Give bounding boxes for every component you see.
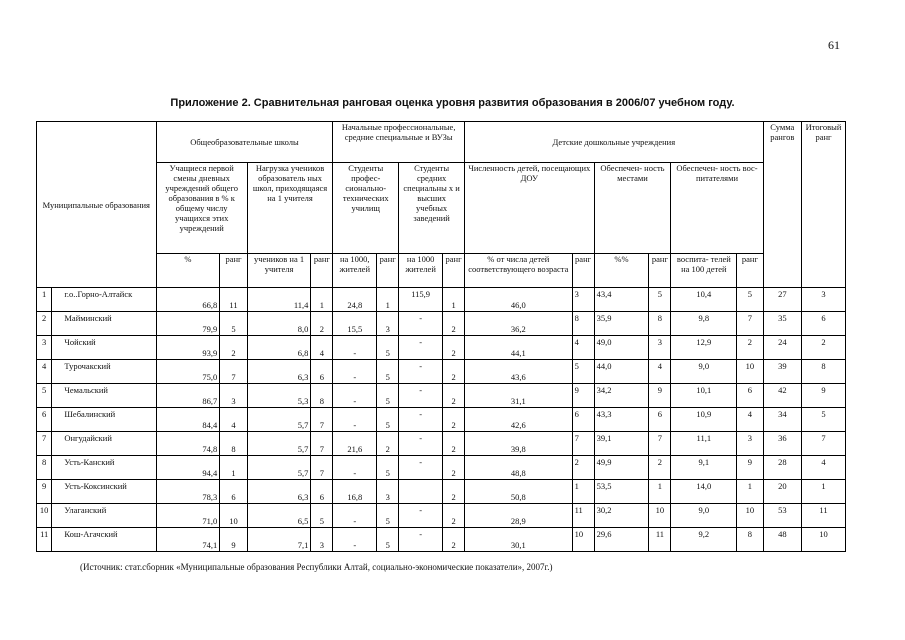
places-pct: 49,9 <box>594 456 649 480</box>
preschool-children-pct: 42,6 <box>465 408 573 432</box>
source-note: (Источник: стат.сборник «Муниципальные образования Республики Алтай, социально-экономические показатели», 2007г.) <box>80 562 553 572</box>
educators-per-100: 9,0 <box>671 504 737 528</box>
educators-rank: 9 <box>737 456 763 480</box>
higher-students-rank: 2 <box>443 312 465 336</box>
educators-rank: 2 <box>737 336 763 360</box>
final-rank: 10 <box>802 528 846 552</box>
educators-rank: 3 <box>737 432 763 456</box>
preschool-children-pct: 31,1 <box>465 384 573 408</box>
teacher-load-value: 5,7 <box>247 456 311 480</box>
unit-per-1000: на 1000, жителей <box>333 254 377 288</box>
preschool-children-rank: 1 <box>572 480 594 504</box>
first-shift-pct: 74,1 <box>156 528 220 552</box>
higher-students-rank: 2 <box>443 432 465 456</box>
teacher-load-rank: 8 <box>311 384 333 408</box>
places-pct: 30,2 <box>594 504 649 528</box>
municipality-label: Чемальский <box>64 385 108 395</box>
educators-rank: 10 <box>737 504 763 528</box>
educators-per-100: 10,4 <box>671 288 737 312</box>
preschool-children-pct: 43,6 <box>465 360 573 384</box>
header-final-rank: Итоговый ранг <box>802 122 846 288</box>
tech-students-rank: 1 <box>377 288 399 312</box>
unit-rank: ранг <box>572 254 594 288</box>
teacher-load-value: 6,3 <box>247 360 311 384</box>
final-rank: 4 <box>802 456 846 480</box>
tech-students-rank: 3 <box>377 480 399 504</box>
first-shift-pct: 74,8 <box>156 432 220 456</box>
unit-rank: ранг <box>649 254 671 288</box>
preschool-children-rank: 5 <box>572 360 594 384</box>
places-pct: 35,9 <box>594 312 649 336</box>
teacher-load-rank: 2 <box>311 312 333 336</box>
row-number: 2 <box>37 312 52 336</box>
municipality-label: г.о..Горно-Алтайск <box>64 289 133 299</box>
tech-students-rank: 5 <box>377 384 399 408</box>
final-rank: 2 <box>802 336 846 360</box>
tech-students-value: 15,5 <box>333 312 377 336</box>
teacher-load-rank: 5 <box>311 504 333 528</box>
municipality-label: Шебалинский <box>64 409 116 419</box>
teacher-load-rank: 4 <box>311 336 333 360</box>
header-first-shift: Учащиеся первой смены дневных учреждений общего образования в % к общему числу учащихся этих учреждений <box>156 163 247 254</box>
final-rank: 1 <box>802 480 846 504</box>
municipality-name <box>52 456 156 480</box>
tech-students-rank: 2 <box>377 432 399 456</box>
places-rank: 7 <box>649 432 671 456</box>
municipality-name <box>52 408 156 432</box>
educators-per-100: 10,1 <box>671 384 737 408</box>
table-row <box>37 384 846 408</box>
unit-pct: % <box>156 254 220 288</box>
municipality-name <box>52 384 156 408</box>
higher-students-rank: 2 <box>443 384 465 408</box>
municipality-name <box>52 288 156 312</box>
municipality-name <box>52 360 156 384</box>
educators-per-100: 9,8 <box>671 312 737 336</box>
tech-students-value: - <box>333 528 377 552</box>
teacher-load-value: 5,7 <box>247 432 311 456</box>
unit-rank: ранг <box>311 254 333 288</box>
row-number: 4 <box>37 360 52 384</box>
sum-of-ranks: 27 <box>763 288 801 312</box>
final-rank: 8 <box>802 360 846 384</box>
sum-of-ranks: 34 <box>763 408 801 432</box>
teacher-load-rank: 7 <box>311 456 333 480</box>
teacher-load-value: 5,3 <box>247 384 311 408</box>
sum-of-ranks: 35 <box>763 312 801 336</box>
row-number: 6 <box>37 408 52 432</box>
tech-students-value: - <box>333 360 377 384</box>
municipality-label: Онгудайский <box>64 433 112 443</box>
table-row <box>37 312 846 336</box>
municipality-name <box>52 528 156 552</box>
higher-students-rank: 2 <box>443 336 465 360</box>
tech-students-rank: 5 <box>377 408 399 432</box>
higher-students-value <box>399 480 443 504</box>
final-rank: 5 <box>802 408 846 432</box>
tech-students-rank: 5 <box>377 528 399 552</box>
teacher-load-value: 6,5 <box>247 504 311 528</box>
unit-rank: ранг <box>220 254 247 288</box>
higher-students-value: - <box>399 360 443 384</box>
row-number: 3 <box>37 336 52 360</box>
preschool-children-pct: 46,0 <box>465 288 573 312</box>
teacher-load-rank: 1 <box>311 288 333 312</box>
tech-students-rank: 3 <box>377 312 399 336</box>
sum-of-ranks: 39 <box>763 360 801 384</box>
first-shift-pct: 75,0 <box>156 360 220 384</box>
first-shift-rank: 2 <box>220 336 247 360</box>
teacher-load-value: 8,0 <box>247 312 311 336</box>
places-rank: 4 <box>649 360 671 384</box>
educators-rank: 10 <box>737 360 763 384</box>
first-shift-rank: 6 <box>220 480 247 504</box>
educators-rank: 4 <box>737 408 763 432</box>
higher-students-rank: 2 <box>443 360 465 384</box>
places-rank: 2 <box>649 456 671 480</box>
higher-students-value: - <box>399 336 443 360</box>
page-number: 61 <box>828 38 840 52</box>
preschool-children-pct: 44,1 <box>465 336 573 360</box>
sum-of-ranks: 36 <box>763 432 801 456</box>
table-row <box>37 456 846 480</box>
municipality-label: Кош-Агачский <box>64 529 118 539</box>
municipality-name <box>52 312 156 336</box>
first-shift-pct: 93,9 <box>156 336 220 360</box>
preschool-children-rank: 2 <box>572 456 594 480</box>
higher-students-value: 115,9 <box>399 288 443 312</box>
tech-students-value: - <box>333 504 377 528</box>
municipality-label: Усть-Канский <box>64 457 115 467</box>
places-pct: 53,5 <box>594 480 649 504</box>
unit-students-per-teacher: учеников на 1 учителя <box>247 254 311 288</box>
higher-students-rank: 2 <box>443 504 465 528</box>
places-pct: 44,0 <box>594 360 649 384</box>
unit-pct-pct: %% <box>594 254 649 288</box>
unit-rank: ранг <box>377 254 399 288</box>
table-row <box>37 360 846 384</box>
places-rank: 6 <box>649 408 671 432</box>
educators-per-100: 9,2 <box>671 528 737 552</box>
educators-rank: 5 <box>737 288 763 312</box>
first-shift-pct: 86,7 <box>156 384 220 408</box>
tech-students-value: - <box>333 408 377 432</box>
preschool-children-rank: 4 <box>572 336 594 360</box>
table-row <box>37 408 846 432</box>
sum-of-ranks: 48 <box>763 528 801 552</box>
first-shift-rank: 1 <box>220 456 247 480</box>
tech-students-value: 16,8 <box>333 480 377 504</box>
educators-rank: 6 <box>737 384 763 408</box>
sum-of-ranks: 20 <box>763 480 801 504</box>
first-shift-rank: 9 <box>220 528 247 552</box>
sum-of-ranks: 53 <box>763 504 801 528</box>
preschool-children-pct: 28,9 <box>465 504 573 528</box>
header-teacher-load: Нагрузка учеников образователь ных школ, приходящаяся на 1 учителя <box>247 163 333 254</box>
places-pct: 29,6 <box>594 528 649 552</box>
unit-rank: ранг <box>443 254 465 288</box>
educators-per-100: 11,1 <box>671 432 737 456</box>
higher-students-rank: 2 <box>443 456 465 480</box>
teacher-load-rank: 6 <box>311 360 333 384</box>
places-pct: 43,4 <box>594 288 649 312</box>
places-pct: 49,0 <box>594 336 649 360</box>
teacher-load-rank: 7 <box>311 432 333 456</box>
unit-educators-per-100: воспита- телей на 100 детей <box>671 254 737 288</box>
row-number: 9 <box>37 480 52 504</box>
header-students-higher: Студенты средних специальны х и высших учебных заведений <box>399 163 465 254</box>
educators-per-100: 10,9 <box>671 408 737 432</box>
first-shift-pct: 66,8 <box>156 288 220 312</box>
tech-students-rank: 5 <box>377 504 399 528</box>
preschool-children-rank: 11 <box>572 504 594 528</box>
first-shift-rank: 4 <box>220 408 247 432</box>
preschool-children-rank: 7 <box>572 432 594 456</box>
unit-per-1000: на 1000 жителей <box>399 254 443 288</box>
first-shift-pct: 71,0 <box>156 504 220 528</box>
municipality-name <box>52 336 156 360</box>
final-rank: 3 <box>802 288 846 312</box>
preschool-children-pct: 36,2 <box>465 312 573 336</box>
first-shift-rank: 10 <box>220 504 247 528</box>
tech-students-value: - <box>333 336 377 360</box>
higher-students-value: - <box>399 432 443 456</box>
higher-students-value: - <box>399 528 443 552</box>
places-pct: 39,1 <box>594 432 649 456</box>
places-rank: 8 <box>649 312 671 336</box>
teacher-load-rank: 3 <box>311 528 333 552</box>
first-shift-rank: 7 <box>220 360 247 384</box>
places-rank: 1 <box>649 480 671 504</box>
final-rank: 9 <box>802 384 846 408</box>
municipality-name <box>52 480 156 504</box>
higher-students-rank: 2 <box>443 528 465 552</box>
final-rank: 11 <box>802 504 846 528</box>
sum-of-ranks: 42 <box>763 384 801 408</box>
header-places: Обеспечен- ность местами <box>594 163 671 254</box>
first-shift-pct: 84,4 <box>156 408 220 432</box>
tech-students-rank: 5 <box>377 336 399 360</box>
first-shift-pct: 78,3 <box>156 480 220 504</box>
unit-pct-children: % от числа детей соответствующего возраста <box>465 254 573 288</box>
header-preschool: Детские дошкольные учреждения <box>465 122 764 163</box>
educators-rank: 8 <box>737 528 763 552</box>
first-shift-rank: 8 <box>220 432 247 456</box>
first-shift-pct: 94,4 <box>156 456 220 480</box>
header-schools: Общеобразовательные школы <box>156 122 333 163</box>
header-educators: Обеспечен- ность вос- питателями <box>671 163 763 254</box>
places-rank: 5 <box>649 288 671 312</box>
sum-of-ranks: 28 <box>763 456 801 480</box>
row-number: 11 <box>37 528 52 552</box>
tech-students-rank: 5 <box>377 360 399 384</box>
sum-of-ranks: 24 <box>763 336 801 360</box>
educators-per-100: 9,0 <box>671 360 737 384</box>
municipality-label: Улаганский <box>64 505 107 515</box>
teacher-load-rank: 7 <box>311 408 333 432</box>
header-children-count: Численность детей, посещающих ДОУ <box>465 163 595 254</box>
preschool-children-pct: 50,8 <box>465 480 573 504</box>
higher-students-value: - <box>399 504 443 528</box>
educators-rank: 1 <box>737 480 763 504</box>
preschool-children-pct: 39,8 <box>465 432 573 456</box>
row-number: 8 <box>37 456 52 480</box>
ranking-table <box>36 121 846 552</box>
tech-students-value: 24,8 <box>333 288 377 312</box>
first-shift-rank: 11 <box>220 288 247 312</box>
table-row <box>37 336 846 360</box>
preschool-children-rank: 3 <box>572 288 594 312</box>
places-pct: 34,2 <box>594 384 649 408</box>
header-municipal: Муниципальные образования <box>37 122 157 288</box>
higher-students-rank: 2 <box>443 480 465 504</box>
teacher-load-rank: 6 <box>311 480 333 504</box>
educators-rank: 7 <box>737 312 763 336</box>
header-sum-ranks: Сумма рангов <box>763 122 801 288</box>
tech-students-value: 21,6 <box>333 432 377 456</box>
tech-students-value: - <box>333 384 377 408</box>
header-students-tech: Студенты профес- сионально- технических училищ <box>333 163 399 254</box>
header-vocational: Начальные профессиональные, средние специальные и ВУЗы <box>333 122 465 163</box>
row-number: 1 <box>37 288 52 312</box>
teacher-load-value: 11,4 <box>247 288 311 312</box>
municipality-name <box>52 504 156 528</box>
places-pct: 43,3 <box>594 408 649 432</box>
preschool-children-rank: 9 <box>572 384 594 408</box>
preschool-children-rank: 10 <box>572 528 594 552</box>
teacher-load-value: 7,1 <box>247 528 311 552</box>
table-row <box>37 528 846 552</box>
preschool-children-rank: 6 <box>572 408 594 432</box>
higher-students-value: - <box>399 456 443 480</box>
teacher-load-value: 6,3 <box>247 480 311 504</box>
places-rank: 11 <box>649 528 671 552</box>
educators-per-100: 9,1 <box>671 456 737 480</box>
final-rank: 6 <box>802 312 846 336</box>
table-row <box>37 480 846 504</box>
municipality-label: Турочакский <box>64 361 111 371</box>
table-row <box>37 432 846 456</box>
first-shift-rank: 5 <box>220 312 247 336</box>
table-row <box>37 288 846 312</box>
higher-students-rank: 2 <box>443 408 465 432</box>
row-number: 10 <box>37 504 52 528</box>
document-title: Приложение 2. Сравнительная ранговая оценка уровня развития образования в 2006/07 учебном году. <box>170 97 735 109</box>
teacher-load-value: 5,7 <box>247 408 311 432</box>
municipality-name <box>52 432 156 456</box>
higher-students-value: - <box>399 408 443 432</box>
row-number: 7 <box>37 432 52 456</box>
unit-rank: ранг <box>737 254 763 288</box>
table-row <box>37 504 846 528</box>
educators-per-100: 12,9 <box>671 336 737 360</box>
municipality-label: Чойский <box>64 337 96 347</box>
higher-students-rank: 1 <box>443 288 465 312</box>
teacher-load-value: 6,8 <box>247 336 311 360</box>
places-rank: 9 <box>649 384 671 408</box>
places-rank: 3 <box>649 336 671 360</box>
preschool-children-pct: 30,1 <box>465 528 573 552</box>
higher-students-value: - <box>399 384 443 408</box>
preschool-children-rank: 8 <box>572 312 594 336</box>
final-rank: 7 <box>802 432 846 456</box>
tech-students-rank: 5 <box>377 456 399 480</box>
educators-per-100: 14,0 <box>671 480 737 504</box>
first-shift-rank: 3 <box>220 384 247 408</box>
municipality-label: Усть-Коксинский <box>64 481 127 491</box>
row-number: 5 <box>37 384 52 408</box>
preschool-children-pct: 48,8 <box>465 456 573 480</box>
places-rank: 10 <box>649 504 671 528</box>
first-shift-pct: 79,9 <box>156 312 220 336</box>
higher-students-value: - <box>399 312 443 336</box>
tech-students-value: - <box>333 456 377 480</box>
municipality-label: Майминский <box>64 313 112 323</box>
